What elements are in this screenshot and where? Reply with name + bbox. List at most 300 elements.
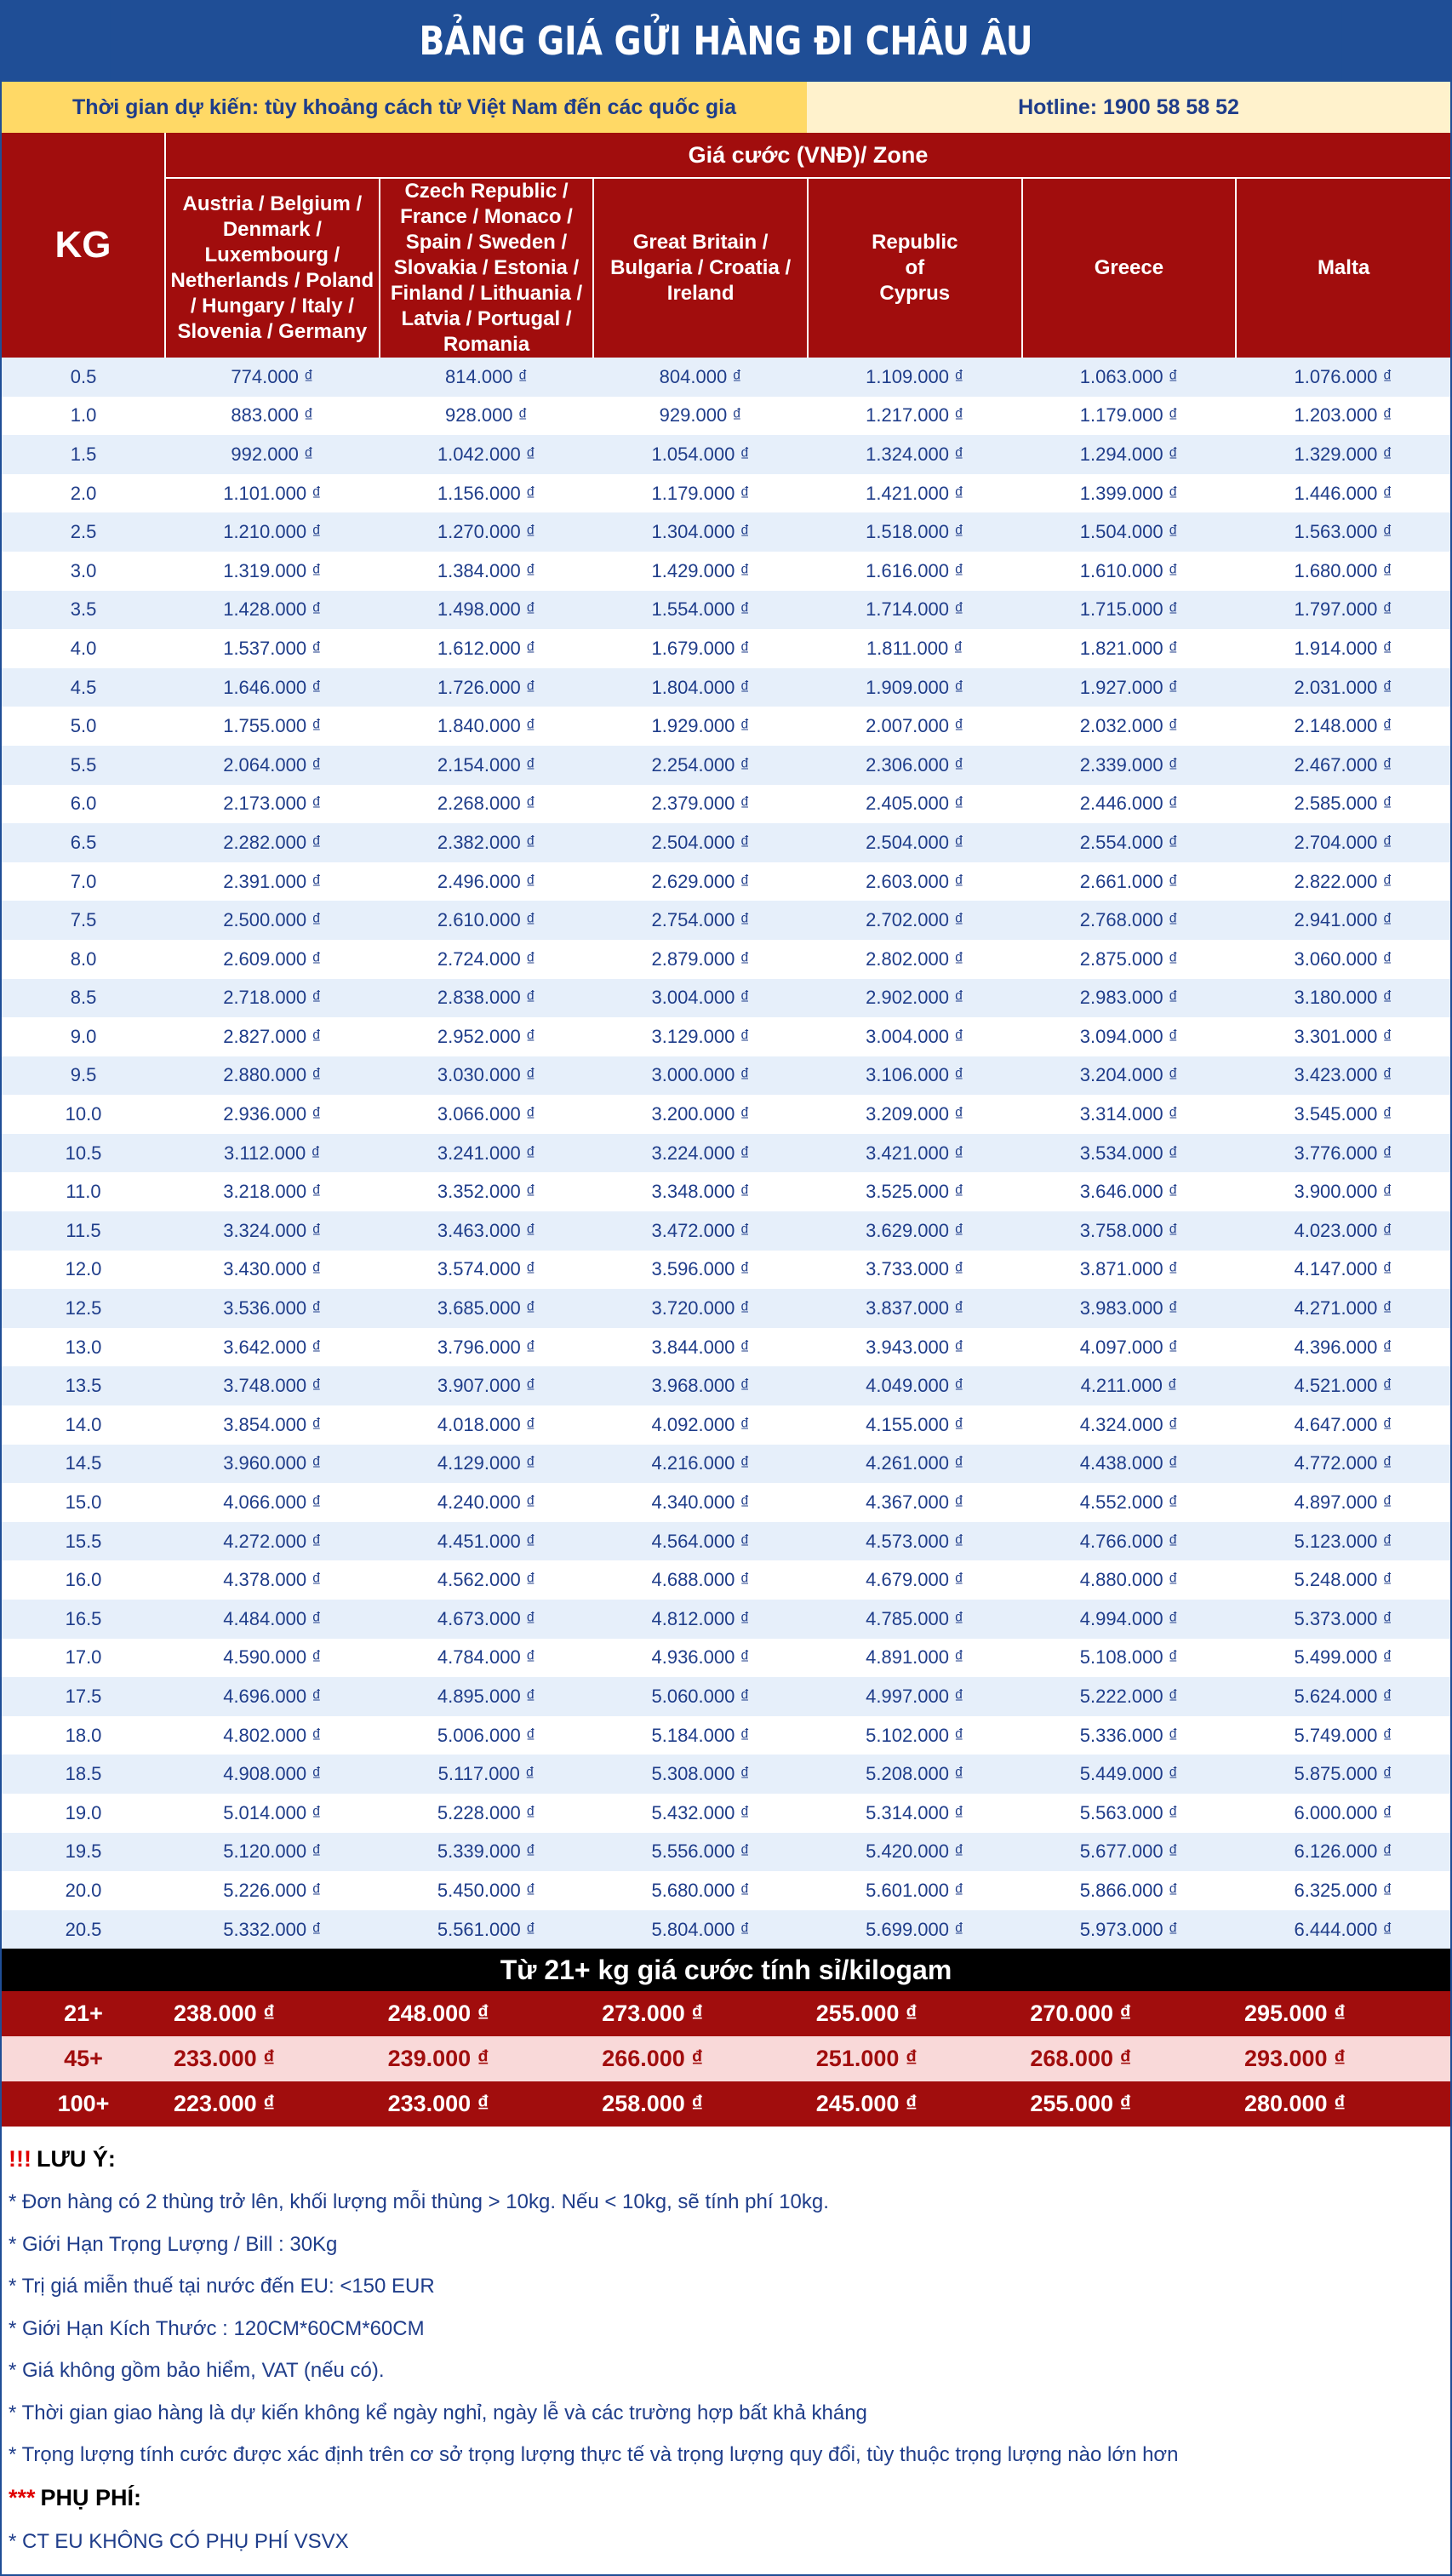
price-cell: 992.000 ₫ (165, 435, 380, 474)
table-row (2, 979, 1450, 1018)
price-cell: 3.854.000 ₫ (165, 1405, 380, 1445)
bulk-tier-row (2, 2036, 1450, 2081)
asterisk-mark: *** (9, 2485, 36, 2511)
price-cell: 2.936.000 ₫ (165, 1095, 380, 1134)
price-cell: 4.590.000 ₫ (165, 1639, 380, 1678)
price-cell: 3.733.000 ₫ (808, 1251, 1022, 1290)
price-cell: 5.336.000 ₫ (1022, 1716, 1237, 1755)
kg-column-header: KG (2, 133, 165, 358)
price-cell: 4.271.000 ₫ (1236, 1289, 1450, 1328)
tier-price: 245.000 ₫ (815, 2091, 918, 2117)
price-cell: 4.895.000 ₫ (380, 1677, 594, 1716)
price-cell: 5.875.000 ₫ (1236, 1755, 1450, 1794)
price-cell: 5.680.000 ₫ (593, 1871, 808, 1910)
price-cell: 4.092.000 ₫ (593, 1405, 808, 1445)
weight-cell: 17.0 (2, 1639, 165, 1678)
table-row (2, 1755, 1450, 1794)
price-cell: 3.314.000 ₫ (1022, 1095, 1237, 1134)
price-cell: 3.536.000 ₫ (165, 1289, 380, 1328)
price-cell: 1.679.000 ₫ (593, 629, 808, 668)
tier-price: 295.000 ₫ (1243, 2001, 1346, 2027)
price-cell: 4.908.000 ₫ (165, 1755, 380, 1794)
price-cell: 2.718.000 ₫ (165, 979, 380, 1018)
table-row (2, 862, 1450, 902)
tier-price: 255.000 ₫ (815, 2001, 918, 2027)
price-cell: 2.754.000 ₫ (593, 901, 808, 940)
weight-cell: 16.5 (2, 1600, 165, 1639)
price-cell: 3.596.000 ₫ (593, 1251, 808, 1290)
price-cell: 1.929.000 ₫ (593, 707, 808, 746)
table-row (2, 1871, 1450, 1910)
price-cell: 5.601.000 ₫ (808, 1871, 1022, 1910)
zone-cyprus-header: Republic of Cyprus (808, 178, 1022, 358)
price-cell: 2.554.000 ₫ (1022, 823, 1237, 862)
price-cell: 3.629.000 ₫ (808, 1211, 1022, 1251)
note-line: * Đơn hàng có 2 thùng trở lên, khối lượng mỗi thùng > 10kg. Nếu < 10kg, sẽ tính phí 10kg. (9, 2190, 829, 2214)
table-row (2, 1366, 1450, 1405)
tier-label: 100+ (57, 2091, 110, 2117)
price-cell: 5.373.000 ₫ (1236, 1600, 1450, 1639)
price-cell: 2.032.000 ₫ (1022, 707, 1237, 746)
table-row (2, 474, 1450, 513)
price-cell: 3.000.000 ₫ (593, 1056, 808, 1096)
price-cell: 1.821.000 ₫ (1022, 629, 1237, 668)
bulk-tier-row (2, 2081, 1450, 2127)
price-cell: 3.241.000 ₫ (380, 1134, 594, 1173)
zone-1-header: Austria / Belgium / Denmark / Luxembourg / Netherlands / Poland / Hungary / Italy / Slovenia / Germany (165, 178, 380, 358)
price-cell: 3.748.000 ₫ (165, 1366, 380, 1405)
price-cell: 2.031.000 ₫ (1236, 668, 1450, 707)
price-cell: 774.000 ₫ (165, 358, 380, 397)
price-cell: 3.430.000 ₫ (165, 1251, 380, 1290)
table-row (2, 1017, 1450, 1056)
price-cell: 2.704.000 ₫ (1236, 823, 1450, 862)
weight-cell: 14.0 (2, 1405, 165, 1445)
price-cell: 3.423.000 ₫ (1236, 1056, 1450, 1096)
weight-cell: 1.5 (2, 435, 165, 474)
price-cell: 4.936.000 ₫ (593, 1639, 808, 1678)
zone-header: Giá cước (VNĐ)/ Zone (165, 133, 1450, 178)
price-cell: 4.023.000 ₫ (1236, 1211, 1450, 1251)
table-row (2, 512, 1450, 552)
price-cell: 5.749.000 ₫ (1236, 1716, 1450, 1755)
delivery-time-note: Thời gian dự kiến: tùy khoảng cách từ Việt Nam đến các quốc gia (2, 82, 807, 133)
price-cell: 5.120.000 ₫ (165, 1833, 380, 1872)
surcharge-list (9, 2521, 1443, 2563)
price-cell: 2.405.000 ₫ (808, 785, 1022, 824)
price-cell: 2.661.000 ₫ (1022, 862, 1237, 902)
table-row (2, 823, 1450, 862)
price-cell: 4.261.000 ₫ (808, 1445, 1022, 1484)
bulk-rate-tiers (2, 1991, 1450, 2127)
weight-cell: 2.5 (2, 512, 165, 552)
price-cell: 5.677.000 ₫ (1022, 1833, 1237, 1872)
tier-price: 233.000 ₫ (387, 2091, 489, 2117)
weight-cell: 1.0 (2, 397, 165, 436)
table-row (2, 1211, 1450, 1251)
price-cell: 4.679.000 ₫ (808, 1560, 1022, 1600)
price-cell: 5.449.000 ₫ (1022, 1755, 1237, 1794)
price-cell: 5.308.000 ₫ (593, 1755, 808, 1794)
price-cell: 1.554.000 ₫ (593, 591, 808, 630)
price-cell: 1.042.000 ₫ (380, 435, 594, 474)
price-cell: 4.673.000 ₫ (380, 1600, 594, 1639)
tier-price: 251.000 ₫ (815, 2046, 918, 2072)
price-cell: 2.391.000 ₫ (165, 862, 380, 902)
price-cell: 2.254.000 ₫ (593, 746, 808, 785)
price-cell: 4.272.000 ₫ (165, 1522, 380, 1561)
price-cell: 4.552.000 ₫ (1022, 1483, 1237, 1522)
price-cell: 4.802.000 ₫ (165, 1716, 380, 1755)
price-cell: 4.155.000 ₫ (808, 1405, 1022, 1445)
note-line: * CT EU KHÔNG CÓ PHỤ PHÍ VSVX (9, 2529, 349, 2553)
price-cell: 2.379.000 ₫ (593, 785, 808, 824)
price-cell: 1.179.000 ₫ (1022, 397, 1237, 436)
price-cell: 2.879.000 ₫ (593, 940, 808, 979)
price-cell: 5.222.000 ₫ (1022, 1677, 1237, 1716)
price-cell: 4.129.000 ₫ (380, 1445, 594, 1484)
weight-cell: 18.5 (2, 1755, 165, 1794)
price-cell: 2.268.000 ₫ (380, 785, 594, 824)
price-cell: 3.685.000 ₫ (380, 1289, 594, 1328)
table-row (2, 1910, 1450, 1949)
price-cell: 4.097.000 ₫ (1022, 1328, 1237, 1367)
price-cell: 3.129.000 ₫ (593, 1017, 808, 1056)
price-cell: 2.585.000 ₫ (1236, 785, 1450, 824)
price-cell: 2.822.000 ₫ (1236, 862, 1450, 902)
price-cell: 2.064.000 ₫ (165, 746, 380, 785)
price-cell: 5.499.000 ₫ (1236, 1639, 1450, 1678)
price-cell: 2.306.000 ₫ (808, 746, 1022, 785)
table-row (2, 785, 1450, 824)
zone-2-header: Czech Republic / France / Monaco / Spain / Sweden / Slovakia / Estonia / Finland / Lithuania / Latvia / Portugal / Romania (380, 178, 594, 358)
price-cell: 2.983.000 ₫ (1022, 979, 1237, 1018)
price-cell: 3.642.000 ₫ (165, 1328, 380, 1367)
price-cell: 4.378.000 ₫ (165, 1560, 380, 1600)
price-cell: 3.204.000 ₫ (1022, 1056, 1237, 1096)
weight-cell: 12.0 (2, 1251, 165, 1290)
price-cell: 1.324.000 ₫ (808, 435, 1022, 474)
price-cell: 3.301.000 ₫ (1236, 1017, 1450, 1056)
price-cell: 1.446.000 ₫ (1236, 474, 1450, 513)
weight-cell: 9.0 (2, 1017, 165, 1056)
price-cell: 2.768.000 ₫ (1022, 901, 1237, 940)
price-cell: 1.203.000 ₫ (1236, 397, 1450, 436)
price-cell: 1.294.000 ₫ (1022, 435, 1237, 474)
price-cell: 5.561.000 ₫ (380, 1910, 594, 1949)
price-cell: 2.007.000 ₫ (808, 707, 1022, 746)
price-cell: 1.804.000 ₫ (593, 668, 808, 707)
price-cell: 1.914.000 ₫ (1236, 629, 1450, 668)
weight-cell: 7.0 (2, 862, 165, 902)
price-cell: 3.004.000 ₫ (593, 979, 808, 1018)
price-cell: 4.451.000 ₫ (380, 1522, 594, 1561)
price-cell: 3.463.000 ₫ (380, 1211, 594, 1251)
price-cell: 4.216.000 ₫ (593, 1445, 808, 1484)
price-cell: 1.563.000 ₫ (1236, 512, 1450, 552)
tier-price: 266.000 ₫ (602, 2046, 704, 2072)
price-cell: 3.525.000 ₫ (808, 1172, 1022, 1211)
table-row (2, 1677, 1450, 1716)
price-cell: 3.106.000 ₫ (808, 1056, 1022, 1096)
table-row (2, 1483, 1450, 1522)
price-cell: 5.014.000 ₫ (165, 1794, 380, 1833)
table-row (2, 591, 1450, 630)
price-cell: 5.332.000 ₫ (165, 1910, 380, 1949)
price-cell: 1.840.000 ₫ (380, 707, 594, 746)
weight-cell: 8.5 (2, 979, 165, 1018)
price-cell: 814.000 ₫ (380, 358, 594, 397)
price-cell: 4.340.000 ₫ (593, 1483, 808, 1522)
price-cell: 1.429.000 ₫ (593, 552, 808, 591)
price-cell: 4.696.000 ₫ (165, 1677, 380, 1716)
price-cell: 3.907.000 ₫ (380, 1366, 594, 1405)
weight-cell: 19.5 (2, 1833, 165, 1872)
tier-price: 239.000 ₫ (387, 2046, 489, 2072)
tier-price: 280.000 ₫ (1243, 2091, 1346, 2117)
price-cell: 4.484.000 ₫ (165, 1600, 380, 1639)
price-cell: 1.109.000 ₫ (808, 358, 1022, 397)
price-cell: 2.282.000 ₫ (165, 823, 380, 862)
price-cell: 3.218.000 ₫ (165, 1172, 380, 1211)
tier-price: 268.000 ₫ (1030, 2046, 1132, 2072)
price-cell: 2.838.000 ₫ (380, 979, 594, 1018)
price-cell: 2.504.000 ₫ (808, 823, 1022, 862)
tier-price: 255.000 ₫ (1030, 2091, 1132, 2117)
price-cell: 3.472.000 ₫ (593, 1211, 808, 1251)
table-row (2, 1639, 1450, 1678)
price-cell: 4.324.000 ₫ (1022, 1405, 1237, 1445)
price-cell: 4.396.000 ₫ (1236, 1328, 1450, 1367)
price-cell: 1.076.000 ₫ (1236, 358, 1450, 397)
table-row (2, 1794, 1450, 1833)
weight-cell: 2.0 (2, 474, 165, 513)
note-line: * Thời gian giao hàng là dự kiến không kể ngày nghỉ, ngày lễ và các trường hợp bất khả kháng (9, 2401, 867, 2424)
note-line: * Trọng lượng tính cước được xác định trên cơ sở trọng lượng thực tế và trọng lượng quy đổi, tùy thuộc trọng lượng nào lớn hơn (9, 2443, 1179, 2467)
price-cell: 2.382.000 ₫ (380, 823, 594, 862)
price-cell: 3.348.000 ₫ (593, 1172, 808, 1211)
price-cell: 804.000 ₫ (593, 358, 808, 397)
tier-price: 273.000 ₫ (602, 2001, 704, 2027)
price-cell: 1.421.000 ₫ (808, 474, 1022, 513)
price-cell: 3.837.000 ₫ (808, 1289, 1022, 1328)
table-row (2, 1172, 1450, 1211)
price-cell: 1.428.000 ₫ (165, 591, 380, 630)
price-cell: 4.564.000 ₫ (593, 1522, 808, 1561)
price-cell: 3.112.000 ₫ (165, 1134, 380, 1173)
table-row (2, 1134, 1450, 1173)
price-cell: 3.844.000 ₫ (593, 1328, 808, 1367)
weight-cell: 20.0 (2, 1871, 165, 1910)
weight-cell: 12.5 (2, 1289, 165, 1328)
price-cell: 6.444.000 ₫ (1236, 1910, 1450, 1949)
price-cell: 1.646.000 ₫ (165, 668, 380, 707)
price-cell: 3.534.000 ₫ (1022, 1134, 1237, 1173)
price-cell: 1.270.000 ₫ (380, 512, 594, 552)
price-cell: 5.556.000 ₫ (593, 1833, 808, 1872)
price-cell: 883.000 ₫ (165, 397, 380, 436)
weight-cell: 14.5 (2, 1445, 165, 1484)
price-cell: 4.647.000 ₫ (1236, 1405, 1450, 1445)
weight-cell: 5.0 (2, 707, 165, 746)
price-cell: 5.060.000 ₫ (593, 1677, 808, 1716)
price-cell: 3.421.000 ₫ (808, 1134, 1022, 1173)
table-row (2, 668, 1450, 707)
price-cell: 1.610.000 ₫ (1022, 552, 1237, 591)
notes-heading (9, 2137, 1443, 2181)
title-bar (2, 2, 1450, 80)
price-cell: 4.521.000 ₫ (1236, 1366, 1450, 1405)
weight-cell: 3.5 (2, 591, 165, 630)
weight-cell: 4.0 (2, 629, 165, 668)
weight-cell: 20.5 (2, 1910, 165, 1949)
note-line: * Giới Hạn Trọng Lượng / Bill : 30Kg (9, 2232, 338, 2256)
price-cell: 1.811.000 ₫ (808, 629, 1022, 668)
price-cell: 5.804.000 ₫ (593, 1910, 808, 1949)
weight-cell: 11.0 (2, 1172, 165, 1211)
price-cell: 1.909.000 ₫ (808, 668, 1022, 707)
table-row (2, 435, 1450, 474)
price-cell: 3.968.000 ₫ (593, 1366, 808, 1405)
price-cell: 5.866.000 ₫ (1022, 1871, 1237, 1910)
price-cell: 4.766.000 ₫ (1022, 1522, 1237, 1561)
price-cell: 4.772.000 ₫ (1236, 1445, 1450, 1484)
price-cell: 3.004.000 ₫ (808, 1017, 1022, 1056)
price-cell: 4.897.000 ₫ (1236, 1483, 1450, 1522)
weight-cell: 13.5 (2, 1366, 165, 1405)
price-cell: 928.000 ₫ (380, 397, 594, 436)
warning-mark: !!! (9, 2145, 31, 2172)
price-cell: 1.156.000 ₫ (380, 474, 594, 513)
price-cell: 4.018.000 ₫ (380, 1405, 594, 1445)
weight-cell: 4.5 (2, 668, 165, 707)
price-cell: 1.616.000 ₫ (808, 552, 1022, 591)
price-cell: 1.680.000 ₫ (1236, 552, 1450, 591)
table-row (2, 1600, 1450, 1639)
table-row (2, 629, 1450, 668)
price-cell: 2.802.000 ₫ (808, 940, 1022, 979)
price-cell: 2.154.000 ₫ (380, 746, 594, 785)
note-line: * Giá không gồm bảo hiểm, VAT (nếu có). (9, 2359, 385, 2383)
price-cell: 5.123.000 ₫ (1236, 1522, 1450, 1561)
price-cell: 4.562.000 ₫ (380, 1560, 594, 1600)
price-rows (2, 358, 1450, 1949)
hotline[interactable]: Hotline: 1900 58 58 52 (807, 82, 1450, 133)
price-cell: 929.000 ₫ (593, 397, 808, 436)
table-row (2, 1251, 1450, 1290)
price-cell: 5.339.000 ₫ (380, 1833, 594, 1872)
price-cell: 3.200.000 ₫ (593, 1095, 808, 1134)
table-row (2, 1095, 1450, 1134)
price-cell: 1.927.000 ₫ (1022, 668, 1237, 707)
price-cell: 2.603.000 ₫ (808, 862, 1022, 902)
price-cell: 3.209.000 ₫ (808, 1095, 1022, 1134)
table-row (2, 1328, 1450, 1367)
weight-cell: 0.5 (2, 358, 165, 397)
table-row (2, 940, 1450, 979)
price-cell: 1.054.000 ₫ (593, 435, 808, 474)
price-cell: 1.755.000 ₫ (165, 707, 380, 746)
table-row (2, 901, 1450, 940)
price-cell: 3.545.000 ₫ (1236, 1095, 1450, 1134)
table-row (2, 1056, 1450, 1096)
price-cell: 2.827.000 ₫ (165, 1017, 380, 1056)
price-cell: 3.574.000 ₫ (380, 1251, 594, 1290)
weight-cell: 17.5 (2, 1677, 165, 1716)
price-cell: 1.797.000 ₫ (1236, 591, 1450, 630)
price-cell: 1.329.000 ₫ (1236, 435, 1450, 474)
price-cell: 5.108.000 ₫ (1022, 1639, 1237, 1678)
price-cell: 3.060.000 ₫ (1236, 940, 1450, 979)
price-cell: 4.240.000 ₫ (380, 1483, 594, 1522)
table-row (2, 1833, 1450, 1872)
price-cell: 3.943.000 ₫ (808, 1328, 1022, 1367)
price-cell: 1.612.000 ₫ (380, 629, 594, 668)
info-bar (2, 80, 1450, 133)
table-row (2, 1289, 1450, 1328)
table-row (2, 1405, 1450, 1445)
tier-price: 248.000 ₫ (387, 2001, 489, 2027)
price-cell: 2.610.000 ₫ (380, 901, 594, 940)
price-cell: 1.304.000 ₫ (593, 512, 808, 552)
table-row (2, 1716, 1450, 1755)
notes-list (9, 2181, 1443, 2476)
price-cell: 1.537.000 ₫ (165, 629, 380, 668)
price-cell: 5.314.000 ₫ (808, 1794, 1022, 1833)
tier-price: 238.000 ₫ (174, 2001, 275, 2027)
surcharge-title: PHỤ PHÍ: (40, 2485, 142, 2511)
price-cell: 5.117.000 ₫ (380, 1755, 594, 1794)
price-cell: 5.563.000 ₫ (1022, 1794, 1237, 1833)
price-cell: 3.960.000 ₫ (165, 1445, 380, 1484)
price-cell: 1.384.000 ₫ (380, 552, 594, 591)
price-cell: 2.609.000 ₫ (165, 940, 380, 979)
note-line: * Giới Hạn Kích Thước : 120CM*60CM*60CM (9, 2316, 425, 2340)
price-cell: 2.952.000 ₫ (380, 1017, 594, 1056)
note-line: * Trị giá miễn thuế tại nước đến EU: <150 EUR (9, 2275, 435, 2298)
table-row (2, 1445, 1450, 1484)
weight-cell: 15.0 (2, 1483, 165, 1522)
price-cell: 4.147.000 ₫ (1236, 1251, 1450, 1290)
price-cell: 6.000.000 ₫ (1236, 1794, 1450, 1833)
weight-cell: 15.5 (2, 1522, 165, 1561)
notes-title: LƯU Ý: (36, 2145, 116, 2172)
weight-cell: 6.0 (2, 785, 165, 824)
price-cell: 2.339.000 ₫ (1022, 746, 1237, 785)
price-cell: 5.699.000 ₫ (808, 1910, 1022, 1949)
price-cell: 5.248.000 ₫ (1236, 1560, 1450, 1600)
price-cell: 2.148.000 ₫ (1236, 707, 1450, 746)
weight-cell: 11.5 (2, 1211, 165, 1251)
price-cell: 3.352.000 ₫ (380, 1172, 594, 1211)
price-cell: 3.900.000 ₫ (1236, 1172, 1450, 1211)
price-cell: 1.217.000 ₫ (808, 397, 1022, 436)
tier-price: 223.000 ₫ (174, 2091, 275, 2117)
price-cell: 3.720.000 ₫ (593, 1289, 808, 1328)
zone-3-header: Great Britain / Bulgaria / Croatia / Ireland (593, 178, 808, 358)
weight-cell: 16.0 (2, 1560, 165, 1600)
price-table (2, 133, 1450, 1949)
price-cell: 5.624.000 ₫ (1236, 1677, 1450, 1716)
price-cell: 1.726.000 ₫ (380, 668, 594, 707)
price-cell: 4.784.000 ₫ (380, 1639, 594, 1678)
price-cell: 2.941.000 ₫ (1236, 901, 1450, 940)
weight-cell: 10.0 (2, 1095, 165, 1134)
zone-malta-header: Malta (1236, 178, 1450, 358)
price-cell: 4.367.000 ₫ (808, 1483, 1022, 1522)
price-cell: 3.646.000 ₫ (1022, 1172, 1237, 1211)
price-cell: 3.324.000 ₫ (165, 1211, 380, 1251)
